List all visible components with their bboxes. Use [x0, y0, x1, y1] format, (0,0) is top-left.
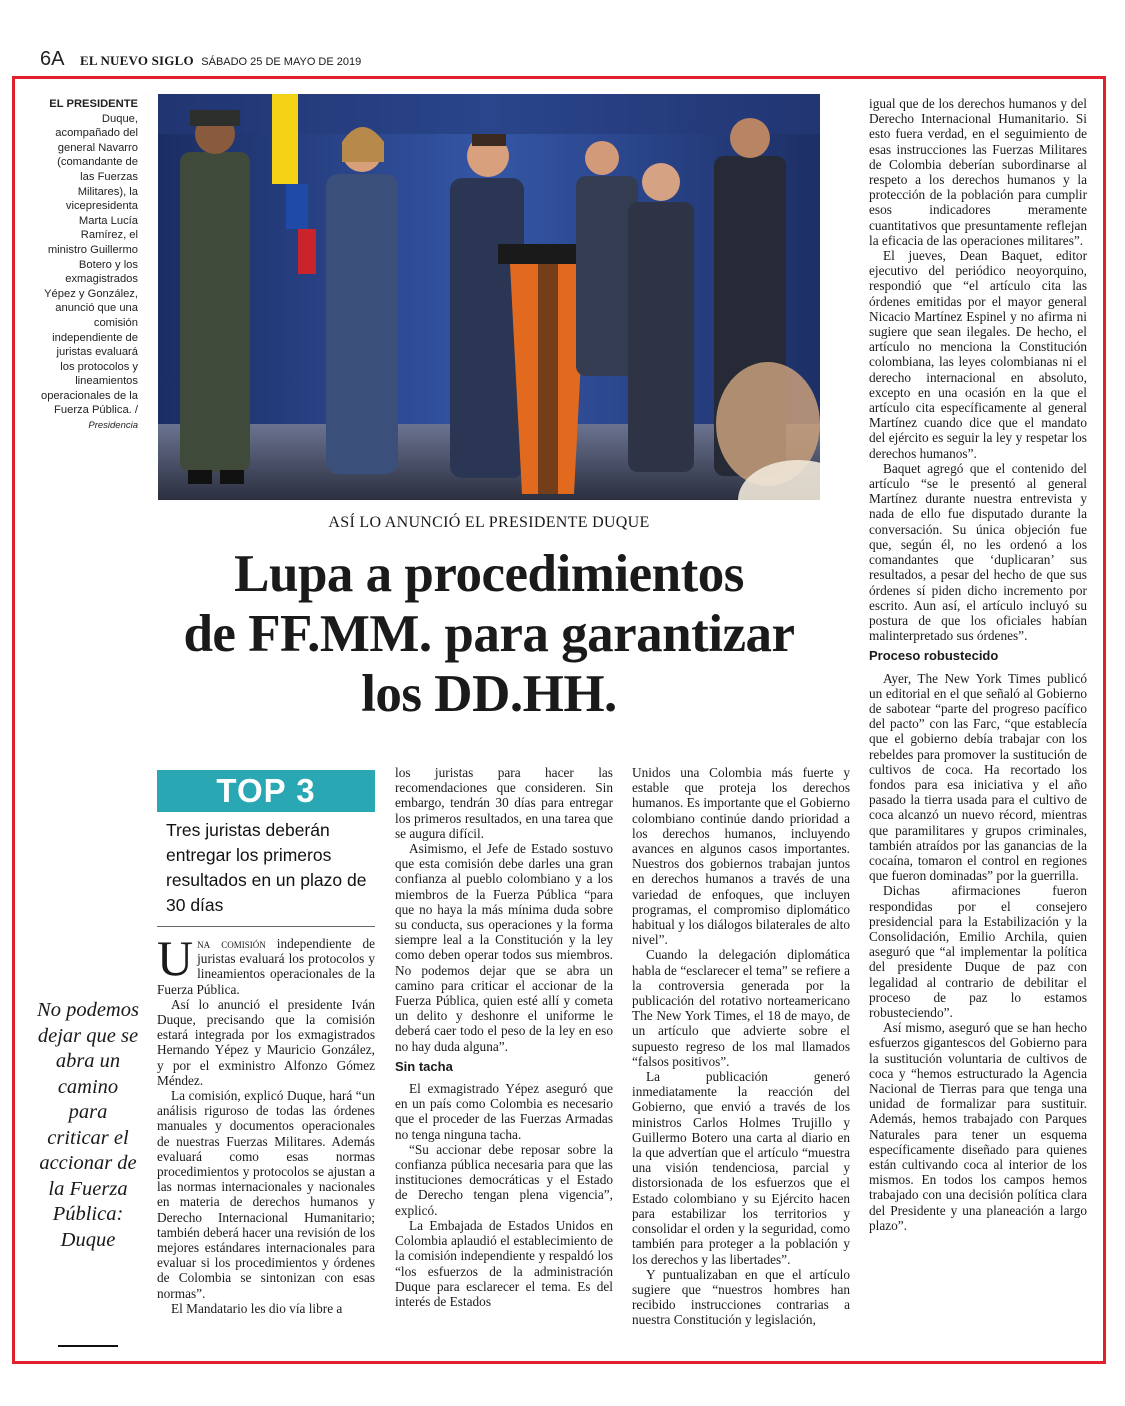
- press-conference-photo: [158, 94, 820, 500]
- divider: [157, 926, 375, 927]
- paragraph: Unidos una Colombia más fuerte y estable que proteja los derechos humanos. Es importante que el Gobierno colombiano continúe dando prioridad a los derechos humanos, incluyendo avances en algunos casos importantes. Nuestros dos gobiernos trabajan juntos en derechos humanos a través de una variedad de enfoques, que incluyen programas, el compromiso diplomático habitual y los diálogos bilaterales de alto nivel”.: [632, 765, 850, 948]
- subheading: Proceso robustecido: [869, 648, 999, 664]
- subheading: Sin tacha: [395, 1058, 453, 1074]
- pull-quote-rule: [58, 1345, 118, 1347]
- publication-name: EL NUEVO SIGLO: [79, 53, 194, 68]
- paragraph: los juristas para hacer las recomendaciones que consideren. Sin embargo, tendrán 30 días para entregar los primeros resultados, en una tarea que se augura difícil.: [395, 765, 613, 841]
- article-column-4: [869, 96, 1087, 1233]
- caption-lead: EL PRESIDENTE: [49, 98, 138, 110]
- paragraph: El Mandatario les dio vía libre a: [171, 1300, 343, 1316]
- paragraph: Así lo anunció el presidente Iván Duque, precisando que la comisión estará integrada por los exmagistrados Hernando Yépez y Mauricio González, y por el exministro Alfonzo Gómez Méndez.: [157, 996, 375, 1088]
- article-column-1: [157, 930, 376, 1316]
- kicker: ASÍ LO ANUNCIÓ EL PRESIDENTE DUQUE: [328, 514, 650, 531]
- paragraph: Y puntualizaban en que el artículo sugiere que “nuestros hombres han recibido instrucciones contrarias a nuestra Constitución y legislación,: [632, 1266, 850, 1328]
- paragraph: La comisión, explicó Duque, hará “un análisis riguroso de todas las órdenes manuales y documentos operacionales de nuestras Fuerzas Militares. Además evaluará como esas normas procedimientos y protocolos se ajustan a las normas internacionales y nacionales en materia de derechos humanos y Derecho Internacional Humanitario; también deberá hacer una revisión de los mejores estándares internacionales para evaluar si los procedimientos y órdenes de Colombia se sintonizan con esas normas”.: [157, 1088, 375, 1301]
- paragraph: Asimismo, el Jefe de Estado sostuvo que esta comisión debe darles una gran confianza al pueblo colombiano y a los miembros de la Fuerza Pública “para que no haya la más mínima duda sobre su conducta, sus operaciones y la forma siempre leal a la Constitución y la ley como deben operar todos sus miembros. No podemos dejar que se abra un camino para criticar el accionar de la Fuerza Pública, quien esté allí y cometa un delito y deshonre el uniforme le deberá caer todo el peso de la ley en eso no hay duda alguna”.: [395, 841, 613, 1054]
- publication-date: SÁBADO 25 DE MAYO DE 2019: [201, 56, 362, 68]
- paragraph: Cuando la delegación diplomática habla de “esclarecer el tema” se refiere a la controversia generada por la publicación del rotativo norteamericano The New York Times, el 18 de mayo, de un artículo que advierte sobre el supuesto regreso de los mal llamados “falsos positivos”.: [632, 947, 850, 1069]
- paragraph: [157, 930, 376, 997]
- headline-line-1: Lupa a procedimientos: [234, 545, 744, 603]
- paragraph-text: independiente de juristas evaluará los protocolos y lineamientos operacionales de la Fuerza Pública.: [157, 936, 376, 997]
- pull-quote: No podemos dejar que se abra un camino para criticar el accionar de la Fuerza Pública: Duque: [37, 999, 139, 1251]
- headline-line-3: los DD.HH.: [361, 665, 617, 723]
- page-number: 6A: [40, 48, 65, 70]
- headline-line-2: de FF.MM. para garantizar: [183, 605, 795, 663]
- drop-cap: U: [157, 930, 194, 986]
- paragraph: La publicación generó inmediatamente la reacción del Gobierno, que envió a través de los ministros Carlos Holmes Trujillo y Guillermo Botero una carta al diario en la que advertían que el artículo “muestra una visión tendenciosa, parcial y distorsionada de los esfuerzos que el Estado colombiano y su Ejército hacen para estabilizar los territorios y consolidar el orden y la seguridad, como también para proteger a la población y los derechos y las libertades”.: [632, 1069, 850, 1267]
- caption-credit: Presidencia: [88, 420, 138, 432]
- paragraph: igual que de los derechos humanos y del Derecho Internacional Humanitario. Si esto fuera verdad, en el seguimiento de esas instrucciones las Fuerzas Militares de Colombia deberían subordinarse al respeto a los derechos humanos y la protección de la población para cumplir esos indicadores meramente cuantitativos que presuntamente reflejan la eficacia de las operaciones militares”.: [869, 96, 1087, 248]
- paragraph: Ayer, The New York Times publicó un editorial en el que señaló al Gobierno de sabotear “parte del progreso pacífico del pacto” con las Farc, “que establecía que el gobierno debía trabajar con los rebeldes para promover la sustitución de cultivos de coca. Ha recortado los fondos para esa iniciativa y el año pasado la tierra usada para el cultivo de coca alcanzó un nuevo récord, mientras que paramilitares y grupos criminales, también atraídos por las ganancias de la cocaína, tomaron el control en regiones que fueron dominadas” por la guerrilla.: [869, 670, 1087, 884]
- top3-badge: TOP 3: [157, 770, 375, 812]
- paragraph: La Embajada de Estados Unidos en Colombia aplaudió el establecimiento de la comisión independiente y respaldó los “los esfuerzos de la administración Duque para esclarecer el tema. Es del interés de Estados: [395, 1217, 613, 1309]
- lead-in: na comisión: [197, 936, 266, 951]
- photo-illustration: [158, 94, 820, 500]
- page-header: [40, 48, 361, 71]
- top3-summary: Tres juristas deberán entregar los primeros resultados en un plazo de 30 días: [166, 820, 367, 915]
- photo-caption: [40, 97, 138, 434]
- headline: [158, 544, 820, 724]
- paragraph: “Su accionar debe reposar sobre la confianza pública necesaria para que las instituciones democráticas y el Estado de Derecho tengan plena vigencia”, explicó.: [395, 1141, 613, 1218]
- article-column-3: [632, 765, 850, 1328]
- paragraph: Dichas afirmaciones fueron respondidas por el consejero presidencial para la Estabilización y la Consolidación, Emilio Archila, quien aseguró que “al implementar la política del presidente Duque de paz con legalidad al contrario de debilitar el proceso de paz lo estamos robusteciendo”.: [869, 883, 1087, 1020]
- caption-text: Duque, acompañado del general Navarro (comandante de las Fuerzas Militares), la vicepresidenta Marta Lucía Ramírez, el ministro Guillermo Botero y los exmagistrados Yépez y González, anunció que una comisión independiente de juristas evaluará los protocolos y lineamientos operacionales de la Fuerza Pública. /: [40, 112, 138, 417]
- paragraph: Así mismo, aseguró que se han hecho esfuerzos gigantescos del Gobierno para la sustitución voluntaria de cultivos de coca y “hemos estructurado la Agencia Nacional de Tierras para que tenga una unidad de formalizar para sustituir. Además, hemos trabajado con Parques Naturales para tener un esquema específicamente diseñado para quienes están cultivando coca al interior de los mismos. En todos los campos hemos trabajado con una decisión política clara del Presidente y una planeación a largo plazo”.: [869, 1020, 1087, 1233]
- article-column-2: [395, 765, 613, 1309]
- paragraph: El jueves, Dean Baquet, editor ejecutivo del periódico neoyorquino, respondió que “el artículo cita las órdenes emitidas por el mayor general Nicacio Martínez Espinel y no afirma ni sugiere que sean ilegales. De hecho, el artículo no menciona la Constitución colombiana, las leyes colombianas ni el derecho internacional en absoluto, excepto en una ocasión en la que el artículo cita específicamente al general Martínez cuando dice que el mandato del ejército es seguir la ley y respetar los derechos humanos”.: [869, 248, 1087, 461]
- paragraph: Baquet agregó que el contenido del artículo “se le presentó al general Martínez durante nuestra entrevista y nada de ello fue disputado durante la conversación. Su única objeción fue que, según él, no les ordenó a los comandantes que ‘duplicaran’ sus resultados, a pesar del hecho de que sus órdenes sí piden dicho incremento por escrito. Aun así, el artículo incluyó su postura de que los oficiales habían malinterpretado sus órdenes”.: [869, 460, 1087, 644]
- paragraph: El exmagistrado Yépez aseguró que en un país como Colombia es necesario que el proceder de las Fuerzas Armadas no tenga ninguna tacha.: [395, 1081, 613, 1142]
